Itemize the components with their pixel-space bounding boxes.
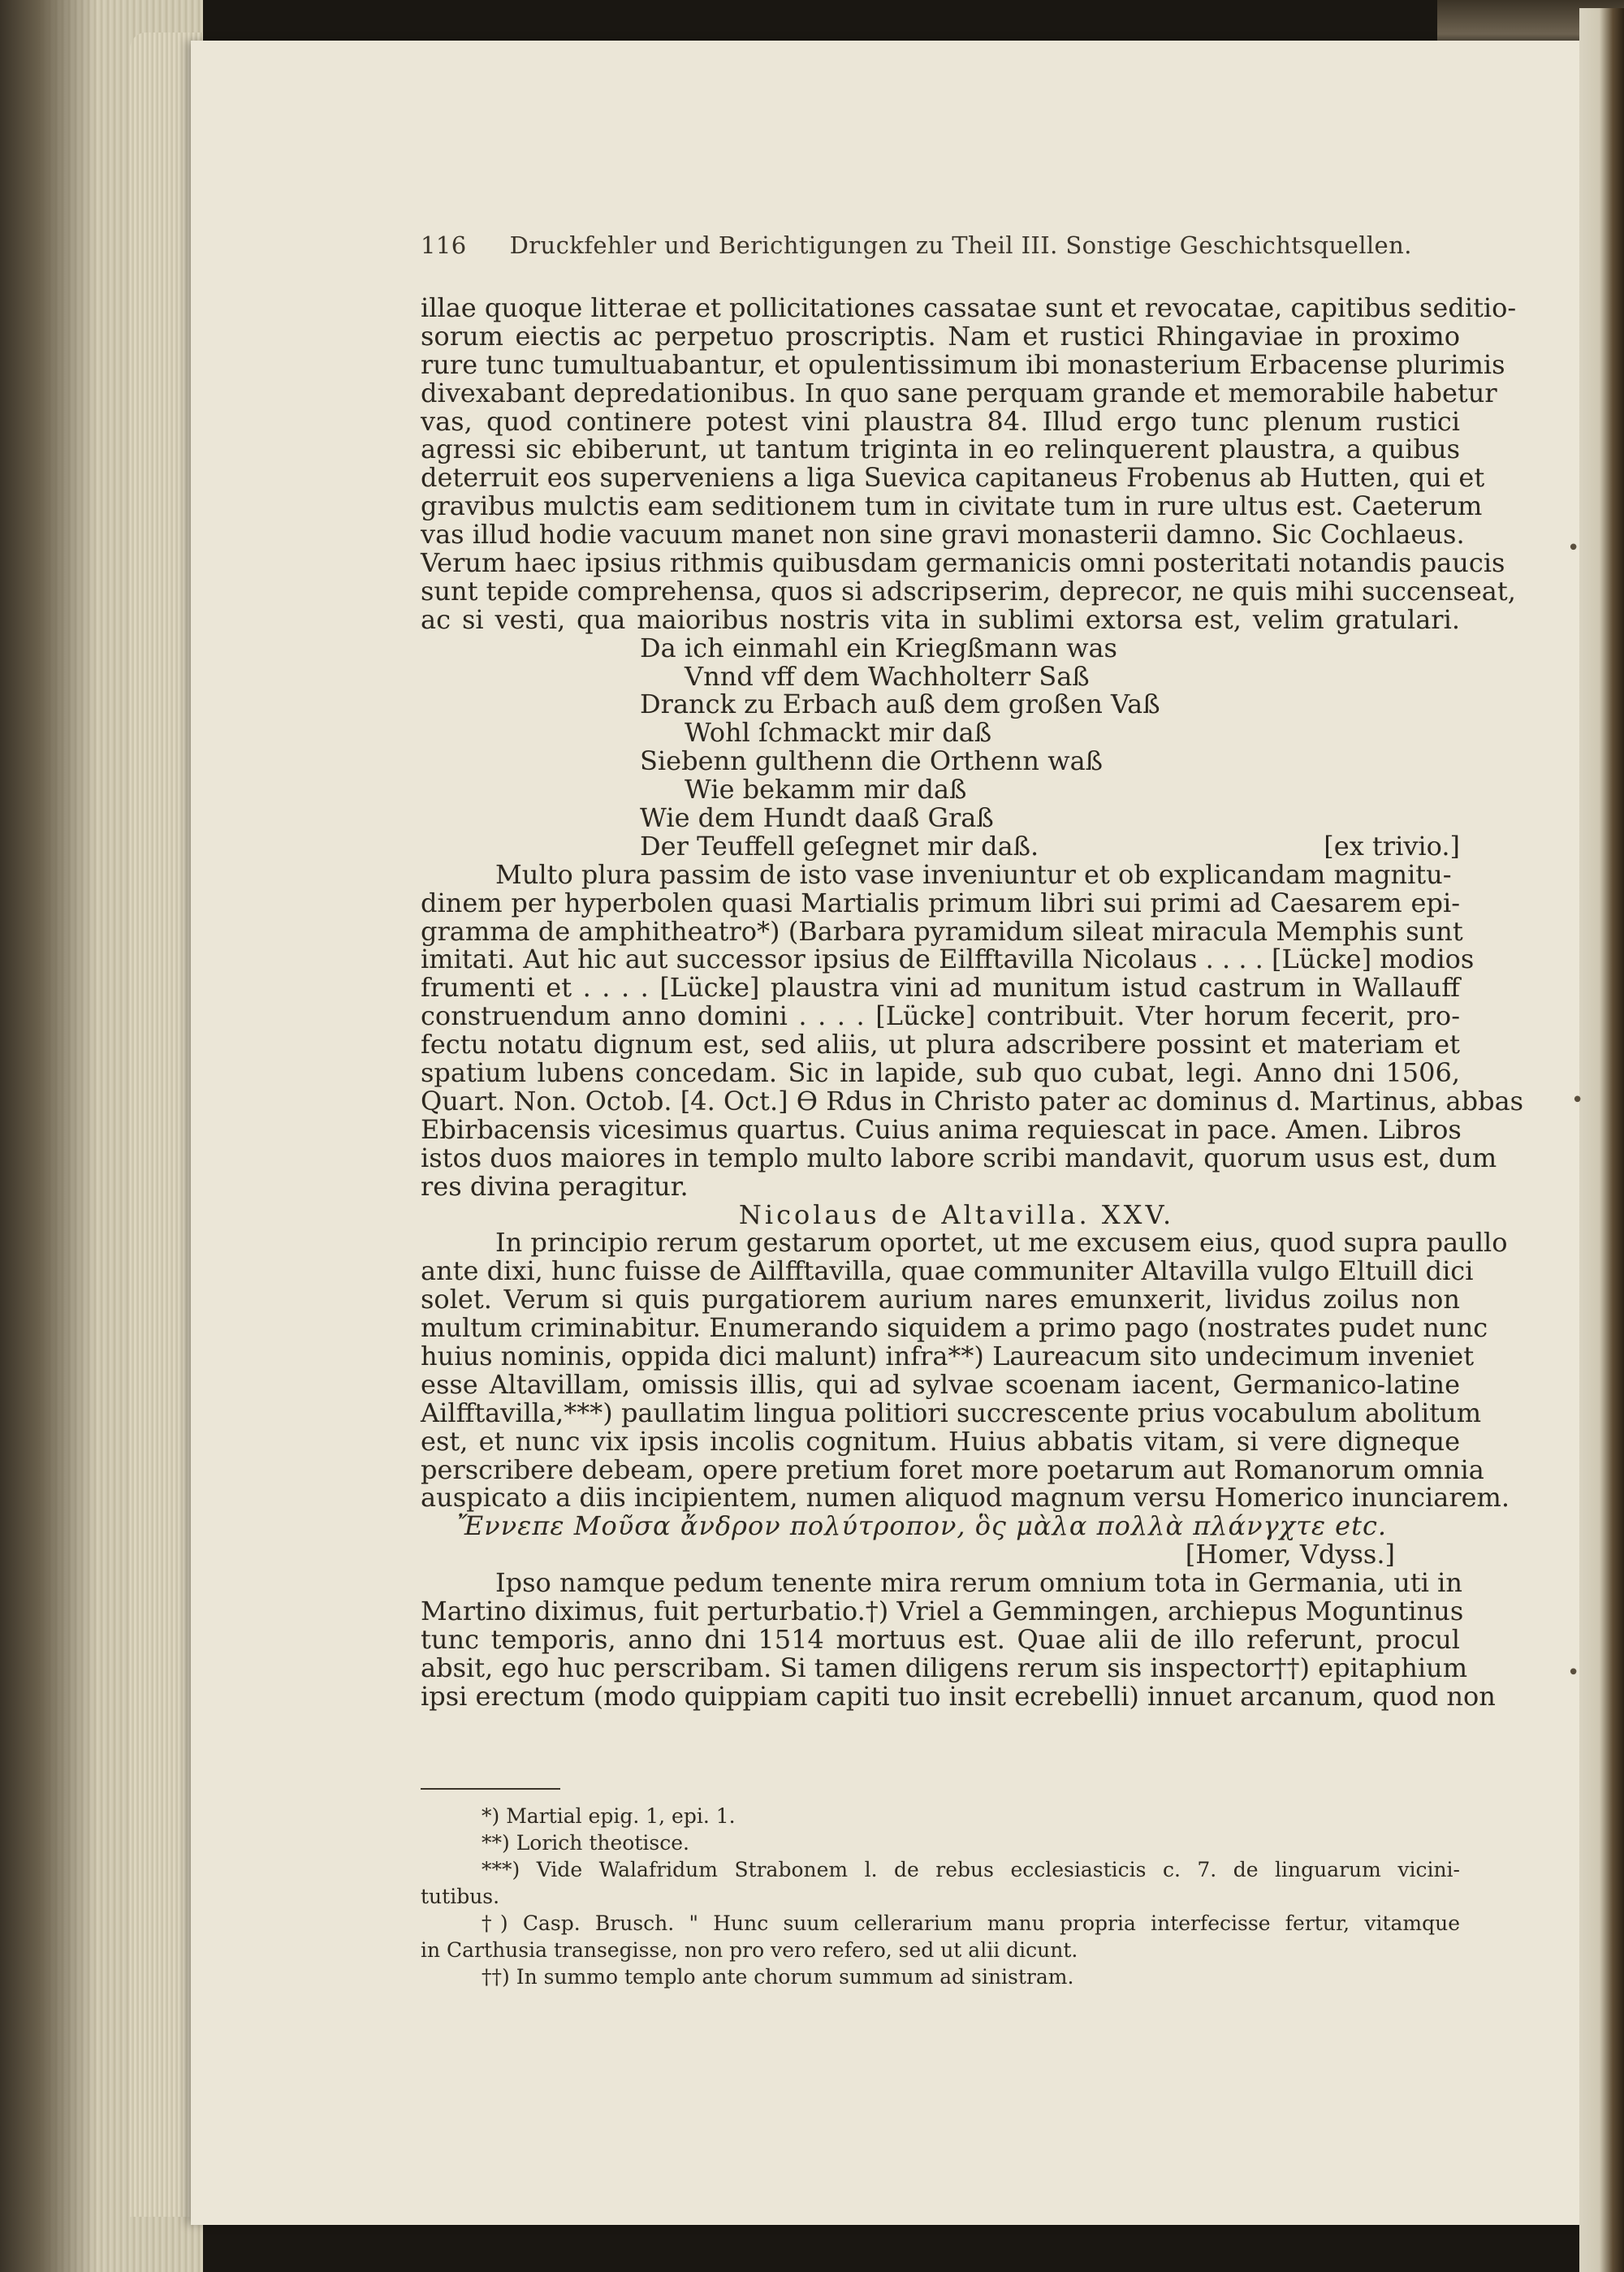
greek-quote: Ἔννεπε Μοῦσα ἄνδρον πολύτροπον, ὃς μὰλα πολλὰ πλάνγχτε etc. <box>457 1510 1388 1542</box>
running-title: Druckfehler und Berichtigungen zu Theil III. Sonstige Geschichtsquellen. <box>509 231 1412 259</box>
text-line: ante dixi, hunc fuisse de Ailfftavilla, quae communiter Altavilla vulgo Eltuill dici <box>421 1255 1474 1287</box>
footnote: ***) Vide Walafridum Strabonem l. de rebus ecclesiasticis c. 7. de linguarum vicini- <box>482 1858 1460 1881</box>
poem-line: Siebenn gulthenn die Orthenn waß <box>640 745 1104 777</box>
footnote-rule <box>421 1788 560 1790</box>
text-line: spatium lubens concedam. Sic in lapide, sub quo cubat, legi. Anno dni 1506, <box>421 1057 1460 1089</box>
text-line: sunt tepide comprehensa, quos si adscripserim, deprecor, ne quis mihi succenseat, <box>421 575 1516 607</box>
text-line: huius nominis, oppida dici malunt) infra**) Laureacum sito undecimum inveniet <box>421 1340 1475 1371</box>
text-line: agressi sic ebiberunt, ut tantum triginta in eo relinquerent plaustra, a quibus <box>421 434 1460 465</box>
text-line: auspicato a diis incipientem, numen aliquod magnum versu Homerico inunciarem. <box>421 1482 1510 1514</box>
margin-mark-icon: • <box>1571 1088 1584 1112</box>
text-line: Verum haec ipsius rithmis quibusdam germanicis omni posteritati notandis paucis <box>421 547 1505 579</box>
text-line: multum criminabitur. Enumerando siquidem a primo pago (nostrates pudet nunc <box>421 1312 1488 1344</box>
poem-line: Vnnd vff dem Wachholterr Saß <box>685 660 1090 692</box>
text-line: frumenti et . . . . [Lücke] plaustra vini ad munitum istud castrum in Wallauff <box>421 972 1460 1004</box>
main-text <box>421 292 1524 1712</box>
poem-line: Wohl ſchmackt mir daß <box>685 717 992 749</box>
text-line: fectu notatu dignum est, sed aliis, ut plura adscribere possint et materiam et <box>421 1029 1460 1060</box>
poem-line: Wie bekamm mir daß <box>685 774 967 806</box>
book-spine-shadow <box>0 0 97 2272</box>
text-line: est, et nunc vix ipsis incolis cognitum. Huius abbatis vitam, si vere digneque <box>421 1425 1460 1457</box>
text-line: Ipso namque pedum tenente mira rerum omnium tota in Germania, uti in <box>495 1567 1462 1599</box>
footnotes <box>421 1803 1460 1990</box>
footnote: ††) In summo templo ante chorum summum ad sinistram. <box>482 1965 1074 1989</box>
text-line: esse Altavillam, omissis illis, qui ad sylvae scoenam iacent, Germanico-latine <box>421 1368 1460 1400</box>
text-line: sorum eiectis ac perpetuo proscriptis. Nam et rustici Rhingaviae in proximo <box>421 320 1460 352</box>
text-line: construendum anno domini . . . . [Lücke] contribuit. Vter horum fecerit, pro- <box>421 1000 1460 1032</box>
text-line: rure tunc tumultuabantur, et opulentissimum ibi monasterium Erbacense plurimis <box>421 348 1505 380</box>
section-heading: Nicolaus de Altavilla. XXV. <box>738 1199 1175 1230</box>
text-line: Martino diximus, fuit perturbatio.†) Vriel a Gemmingen, archiepus Moguntinus <box>421 1595 1464 1626</box>
text-line: Ailfftavilla,***) paullatim lingua politiori succrescente prius vocabulum abolitum <box>421 1397 1482 1428</box>
footnote: †) Casp. Brusch. " Hunc suum cellerarium manu propria interfecisse fertur, vitamque <box>482 1911 1460 1935</box>
text-line: gravibus mulctis eam seditionem tum in civitate tum in rure ultus est. Caeterum <box>421 490 1483 522</box>
text-line: divexabant depredationibus. In quo sane perquam grande et memorabile habetur <box>421 377 1497 408</box>
footnote: **) Lorich theotisce. <box>482 1831 689 1855</box>
margin-mark-icon: • <box>1567 1661 1580 1685</box>
text-line: istos duos maiores in templo multo labore scribi mandavit, quorum usus est, dum <box>421 1142 1497 1173</box>
text-line: Ebirbacensis vicesimus quartus. Cuius anima requiescat in pace. Amen. Libros <box>421 1113 1462 1145</box>
text-line: In principio rerum gestarum oportet, ut me excusem eius, quod supra paullo <box>495 1227 1508 1259</box>
footnote: *) Martial epig. 1, epi. 1. <box>482 1804 736 1828</box>
footnote: in Carthusia transegisse, non pro vero refero, sed ut alii dicunt. <box>421 1938 1078 1962</box>
text-line: solet. Verum si quis purgatiorem aurium nares emunxerit, lividus zoilus non <box>421 1284 1460 1315</box>
poem-line: Dranck zu Erbach auß dem großen Vaß <box>640 689 1160 720</box>
text-line: absit, ego huc perscribam. Si tamen diligens rerum sis inspector††) epitaphium <box>421 1652 1468 1683</box>
poem-line: Der Teuffell geſegnet mir daß. <box>640 830 1039 862</box>
text-line: dinem per hyperbolen quasi Martialis primum libri sui primi ad Caesarem epi- <box>421 887 1460 918</box>
book-right-edge <box>1579 8 1624 2272</box>
text-line: vas illud hodie vacuum manet non sine gravi monasterii damno. Sic Cochlaeus. <box>421 519 1465 551</box>
page-number: 116 <box>421 231 467 259</box>
running-header <box>421 231 1412 259</box>
text-line: res divina peragitur. <box>421 1170 689 1202</box>
poem-last-line <box>421 832 1460 861</box>
poem-source: [ex trivio.] <box>1324 830 1460 862</box>
text-line: Multo plura passim de isto vase inveniuntur et ob explicandam magnitu- <box>495 858 1452 890</box>
text-line: perscribere debeam, opere pretium foret more poetarum aut Romanorum omnia <box>421 1453 1484 1485</box>
homer-reference: [Homer, Vdyss.] <box>1185 1539 1395 1570</box>
poem-line: Wie dem Hundt daaß Graß <box>640 802 994 834</box>
text-line: deterruit eos superveniens a liga Suevica capitaneus Frobenus ab Hutten, qui et <box>421 462 1485 494</box>
text-line: imitati. Aut hic aut successor ipsius de Eilfftavilla Nicolaus . . . . [Lücke] modios <box>421 944 1475 975</box>
text-line: gramma de amphitheatro*) (Barbara pyramidum sileat miracula Memphis sunt <box>421 915 1463 947</box>
text-line: vas, quod continere potest vini plaustra 84. Illud ergo tunc plenum rustici <box>421 405 1460 437</box>
poem-line: Da ich einmahl ein Kriegßmann was <box>640 632 1117 663</box>
text-line: ipsi erectum (modo quippiam capiti tuo insit ecrebelli) innuet arcanum, quod non <box>421 1680 1496 1712</box>
text-line: illae quoque litterae et pollicitationes cassatae sunt et revocatae, capitibus seditio- <box>421 292 1517 323</box>
text-line: tunc temporis, anno dni 1514 mortuus est. Quae alii de illo referunt, procul <box>421 1623 1460 1655</box>
footnote: tutibus. <box>421 1885 500 1908</box>
text-line: Quart. Non. Octob. [4. Oct.] ϴ Rdus in Christo pater ac dominus d. Martinus, abbas <box>421 1085 1524 1117</box>
margin-mark-icon: • <box>1567 536 1580 560</box>
text-line: ac si vesti, qua maioribus nostris vita in sublimi extorsa est, velim gratulari. <box>421 603 1460 635</box>
